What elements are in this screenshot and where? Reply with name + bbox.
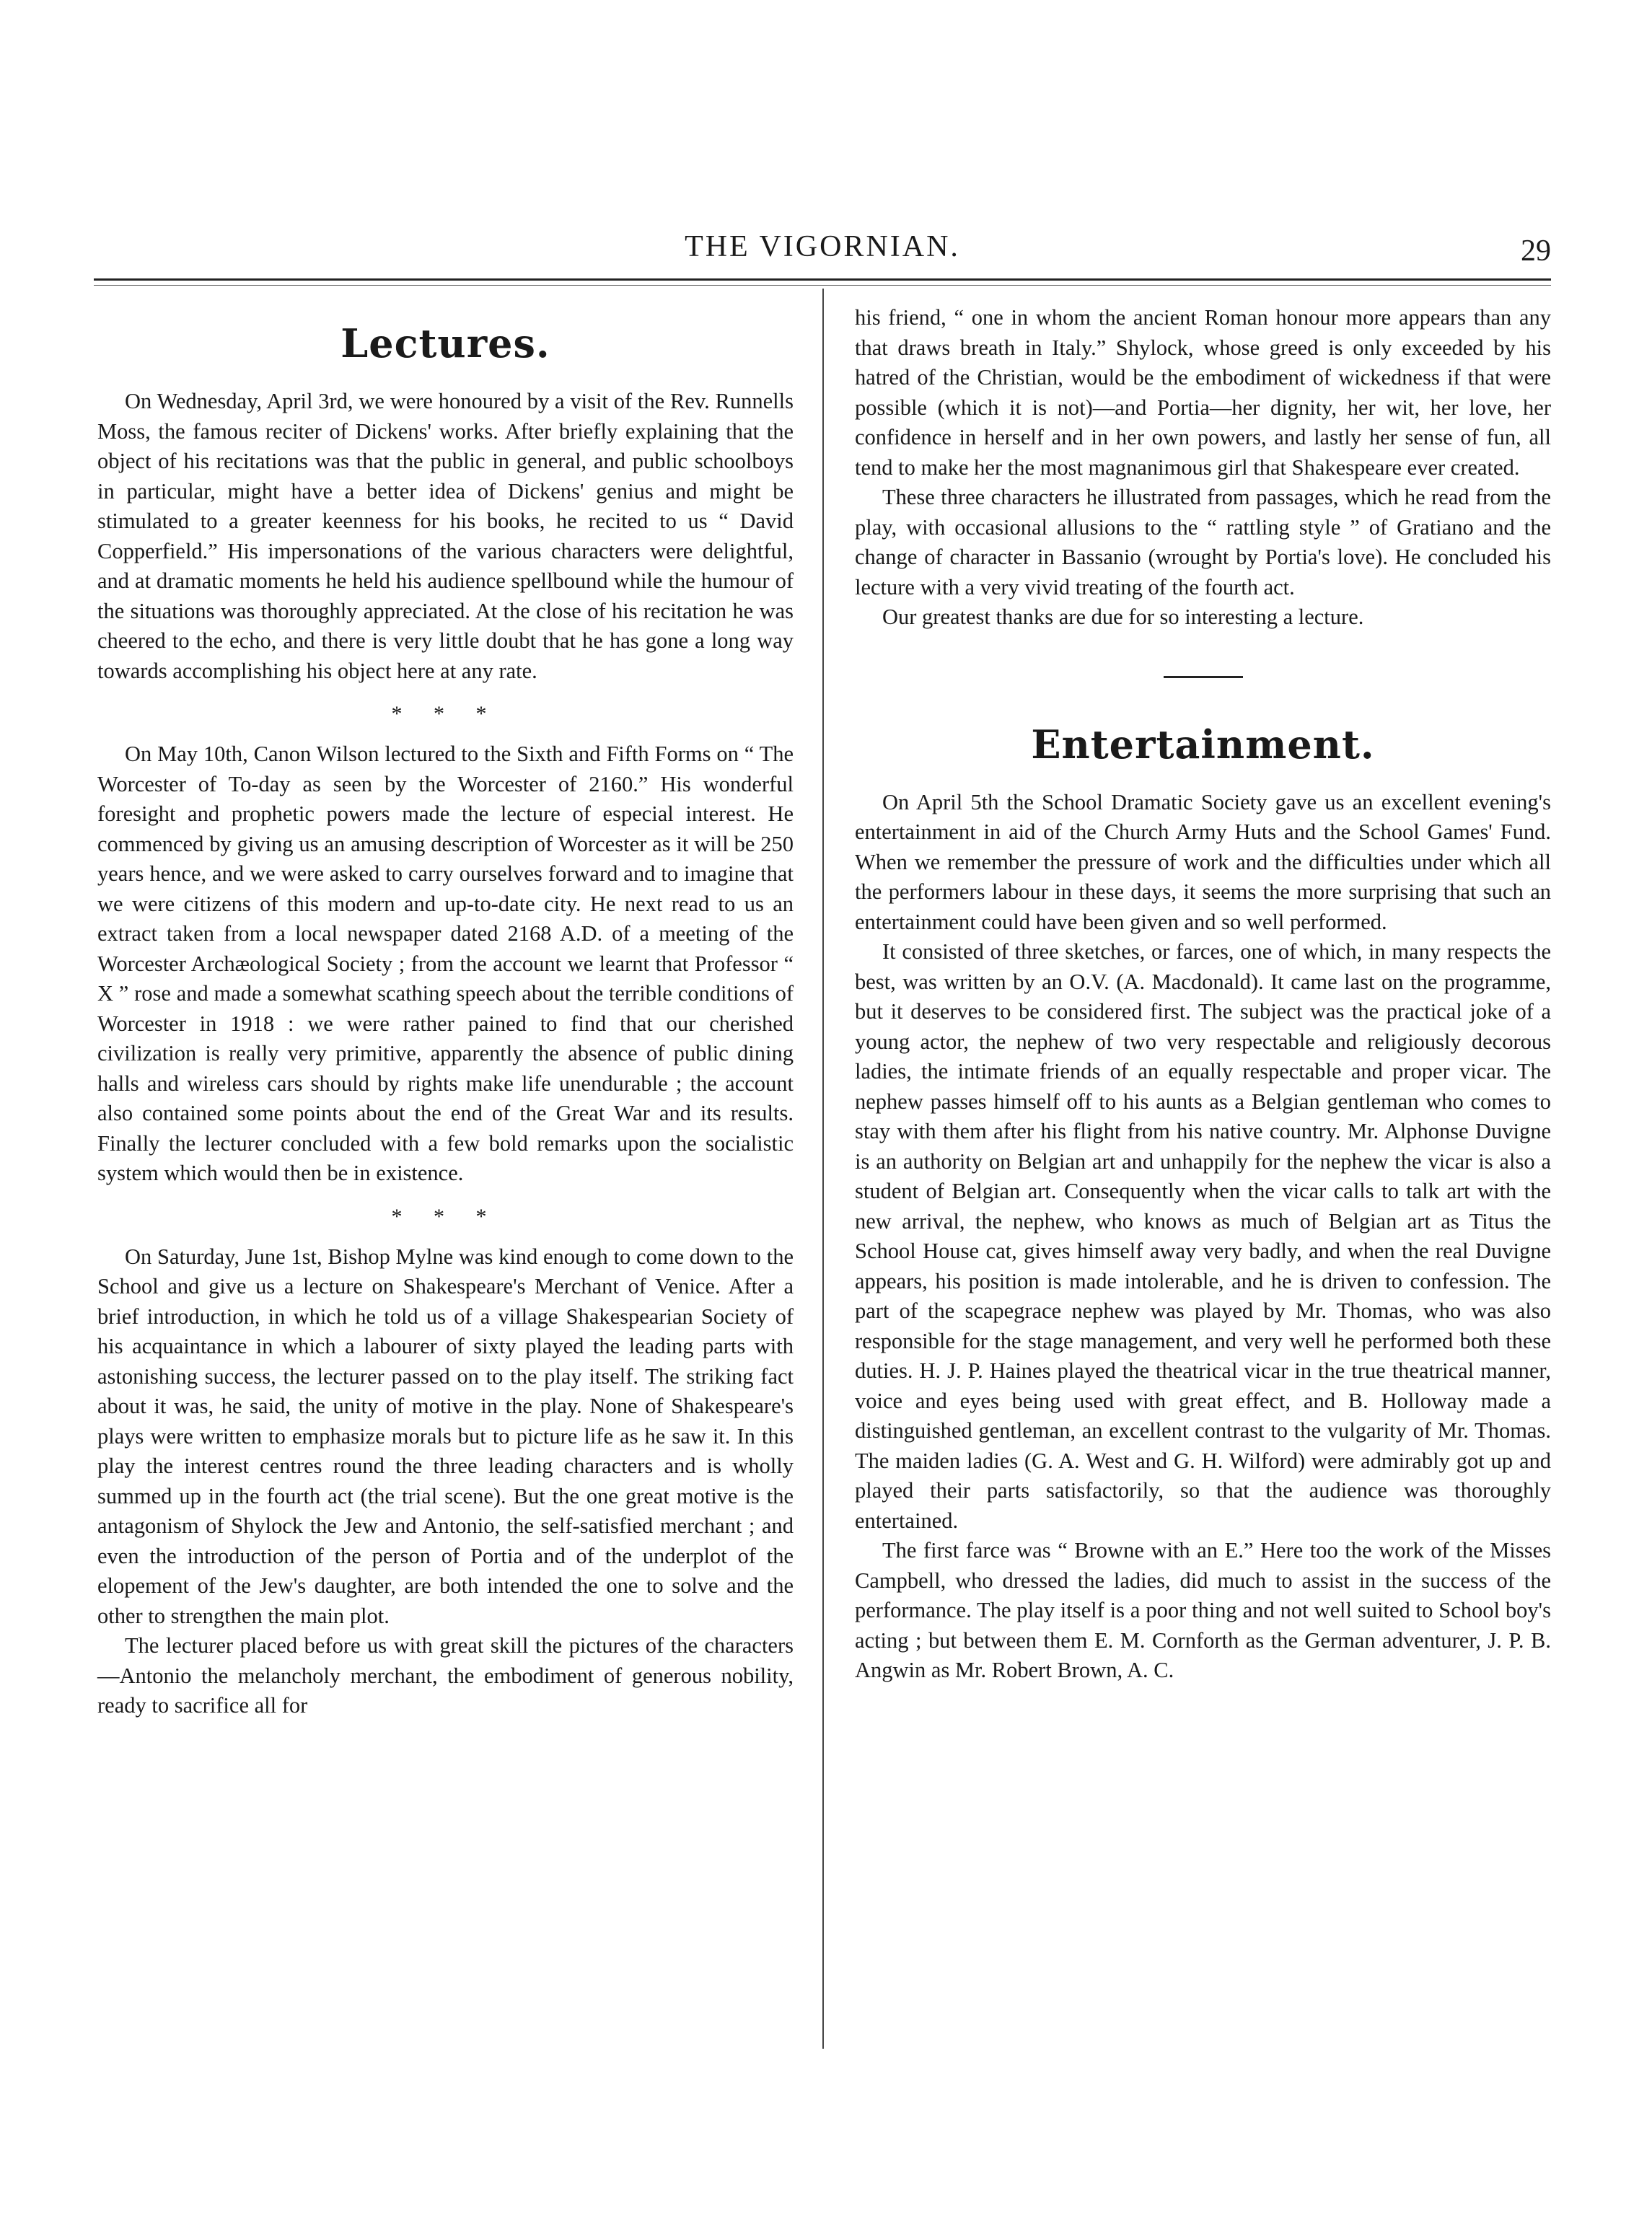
running-header <box>94 229 1551 273</box>
right-column <box>855 303 1551 1686</box>
lectures-paragraph-4: The lecturer placed before us with great skill the pictures of the characters—Antonio the melancholy merchant, the embodiment of generous nobility, ready to sacrifice all for <box>97 1633 794 1718</box>
lectures-paragraph-5: his friend, “ one in whom the ancient Roman honour more appears than any that draws breath in Italy.” Shylock, whose greed is only exceeded by his hatred of the Christian, would be the embodiment of wickedness if that were possible (which it is not)—and Portia—her dignity, her wit, her love, her confidence in herself and in her own powers, and lastly her sense of fun, all tend to make her the most magnanimous girl that Shakespeare ever created. <box>855 305 1551 480</box>
lectures-paragraph-3: On Saturday, June 1st, Bishop Mylne was kind enough to come down to the School and give us a lecture on Shakespeare's Merchant of Venice. After a brief introduction, in which he told us of a village Shakespearian Society of his acquaintance in which a labourer of sixty played the leading parts with astonishing success, the lecturer passed on to the play itself. The striking fact about it was, he said, the unity of motive in the play. None of Shakespeare's plays were written to emphasize morals but to picture life as he saw it. In this play the interest centres round the three leading characters and is wholly summed up in the fourth act (the trial scene). But the one great motive is the antagonism of Shylock the Jew and Antonio, the self-satisfied merchant ; and even the introduction of the person of Portia and of the underplot of the elopement of the Jew's daughter, are both intended the one to solve and the other to strengthen the main plot. <box>97 1244 794 1628</box>
journal-title: THE VIGORNIAN. <box>685 230 960 263</box>
section-rule <box>1164 676 1243 678</box>
section-separator: * * * <box>391 1204 500 1229</box>
left-column <box>97 303 794 1721</box>
entertainment-heading: Entertainment. <box>1031 721 1375 768</box>
page-number: 29 <box>1521 234 1551 268</box>
entertainment-paragraph-2: It consisted of three sketches, or farces, one of which, in many respects the best, was written by an O.V. (A. Macdonald). It came last on the programme, but it deserves to be considered first. The subject was the practical joke of a young actor, the nephew of two very respectable and religiously decorous ladies, the intimate friends of an equally respectable and proper vicar. The nephew passes himself off to his aunts as a Belgian gentleman who comes to stay with them after his flight from his native country. Mr. Alphonse Duvigne is an authority on Belgian art and unhappily for the nephew the vicar is also a student of Belgian art. Consequently when the vicar calls to talk art with the new arrival, the nephew, who knows as much of Belgian art as Titus the School House cat, gives himself away very badly, and when the real Duvigne appears, his position is made intolerable, and he is driven to confession. The part of the scapegrace nephew was played by Mr. Thomas, who was also responsible for the stage management, and very well he performed both these duties. H. J. P. Haines played the theatrical vicar in the true theatrical manner, voice and eyes being used with great effect, and B. Holloway made a distinguished gentleman, an excellent contrast to the vulgarity of Mr. Thomas. The maiden ladies (G. A. West and G. H. Wilford) were admirably got up and played their parts satisfactorily, so that the audience was thoroughly entertained. <box>855 939 1551 1533</box>
section-separator: * * * <box>391 702 500 726</box>
entertainment-paragraph-3: The first farce was “ Browne with an E.” Here too the work of the Misses Campbell, who dressed the ladies, did much to assist in the success of the performance. The play itself is a poor thing and not well suited to School boy's acting ; but between them E. M. Cornforth as the German adventurer, J. P. B. Angwin as Mr. Robert Brown, A. C. <box>855 1538 1551 1682</box>
lectures-paragraph-6: These three characters he illustrated from passages, which he read from the play, with occasional allusions to the “ rattling style ” of Gratiano and the change of character in Bassanio (wrought by Portia's love). He concluded his lecture with a very vivid treating of the fourth act. <box>855 485 1551 599</box>
lectures-paragraph-2: On May 10th, Canon Wilson lectured to the Sixth and Fifth Forms on “ The Worcester of To-day as seen by the Worcester of 2160.” His wonderful foresight and prophetic powers made the lecture of especial interest. He commenced by giving us an amusing description of Worcester as it will be 250 years hence, and we were asked to carry ourselves forward and to imagine that we were citizens of this modern and up-to-date city. He next read to us an extract taken from a local newspaper dated 2168 A.D. of a meeting of the Worcester Archæological Society ; from the account we learnt that Professor “ X ” rose and made a somewhat scathing speech about the terrible conditions of Worcester in 1918 : we were rather pained to find that our cherished civilization is really very primitive, apparently the absence of public dining halls and wireless cars should by rights make life unendurable ; the account also contained some points about the end of the Great War and its results. Finally the lecturer concluded with a few bold remarks upon the socialistic system which would then be in existence. <box>97 742 794 1185</box>
lectures-paragraph-1: On Wednesday, April 3rd, we were honoured by a visit of the Rev. Runnells Moss, the famous reciter of Dickens' works. After briefly explaining that the object of his recitations was that the public in general, and public schoolboys in particular, might have a better idea of Dickens' genius and might be stimulated to a greater keenness for his books, he recited to us “ David Copperfield.” His impersonations of the various characters were delightful, and at dramatic moments he held his audience spellbound while the humour of the situations was thoroughly appreciated. At the close of his recitation he was cheered to the echo, and there is very little doubt that he has gone a long way towards accomplishing his object here at any rate. <box>97 389 794 683</box>
header-rule-thin <box>94 285 1551 286</box>
entertainment-paragraph-1: On April 5th the School Dramatic Society gave us an excellent evening's entertainment in aid of the Church Army Huts and the School Games' Fund. When we remember the pressure of work and the difficulties under which all the performers labour in these days, it seems the more surprising that such an entertainment could have been given and so well performed. <box>855 789 1551 934</box>
column-divider <box>822 289 824 2049</box>
lectures-heading: Lectures. <box>340 320 550 366</box>
header-rule <box>94 278 1551 281</box>
lectures-paragraph-7: Our greatest thanks are due for so interesting a lecture. <box>882 605 1364 629</box>
